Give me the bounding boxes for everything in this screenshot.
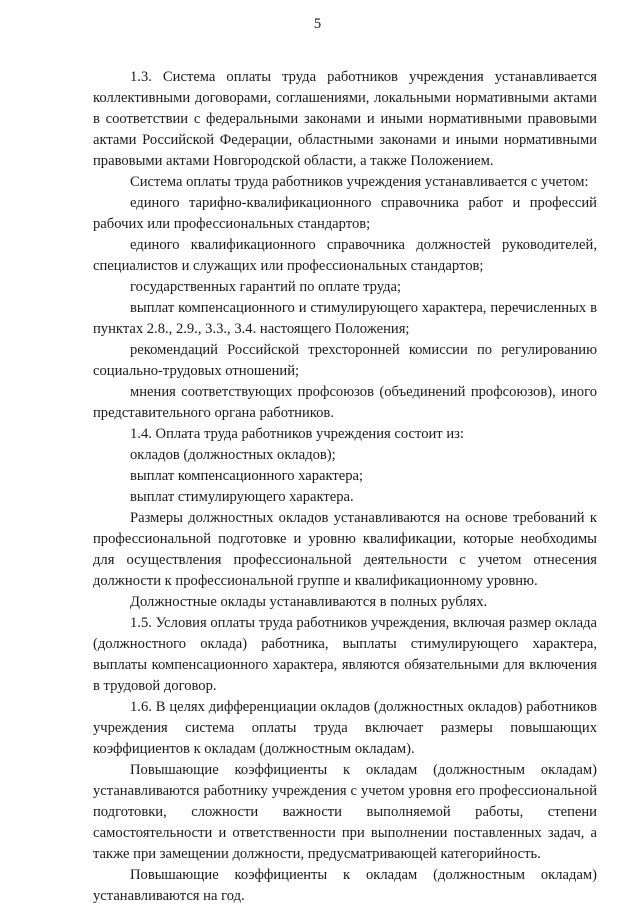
paragraph-coefficients-year: Повышающие коэффициенты к окладам (должностным окладам) устанавливаются на год.: [93, 867, 597, 904]
paragraph-1-4: 1.4. Оплата труда работников учреждения состоит из:: [130, 426, 464, 442]
paragraph-system-intro: Система оплаты труда работников учреждения устанавливается с учетом:: [130, 174, 589, 190]
paragraph-commission: рекомендаций Российской трехсторонней комиссии по регулированию социально-трудовых отношений;: [93, 342, 597, 379]
paragraph-incentive: выплат стимулирующего характера.: [130, 489, 354, 505]
paragraph-1-6: 1.6. В целях дифференциации окладов (должностных окладов) работников учреждения система оплаты труда включает размеры повышающих коэффициентов к окладам (должностным окладам).: [93, 699, 597, 757]
page-number: 5: [313, 16, 322, 32]
paragraph-tariff-handbook: единого тарифно-квалификационного справочника работ и профессий рабочих или профессиональных стандартов;: [93, 195, 597, 232]
document-body: [93, 67, 597, 907]
paragraph-payments: выплат компенсационного и стимулирующего характера, перечисленных в пунктах 2.8., 2.9., 3.3., 3.4. настоящего Положения;: [93, 300, 597, 337]
paragraph-qualification-handbook: единого квалификационного справочника должностей руководителей, специалистов и служащих или профессиональных стандартов;: [93, 237, 597, 274]
paragraph-unions: мнения соответствующих профсоюзов (объединений профсоюзов), иного представительного органа работников.: [93, 384, 597, 421]
paragraph-1-5: 1.5. Условия оплаты труда работников учреждения, включая размер оклада (должностного оклада) работника, выплаты стимулирующего характера, выплаты компенсационного характера, являются обязательными для включения в трудовой договор.: [93, 615, 597, 694]
paragraph-salaries: окладов (должностных окладов);: [130, 447, 336, 463]
paragraph-1-3: 1.3. Система оплаты труда работников учреждения устанавливается коллективными договорами, соглашениями, локальными нормативными актами в соответствии с федеральными законами и иными нормативными правовыми актами Российской Федерации, областными законами и иными нормативными правовыми актами Новгородской области, а также Положением.: [93, 69, 597, 169]
paragraph-coefficients: Повышающие коэффициенты к окладам (должностным окладам) устанавливаются работнику учреждения с учетом уровня его профессиональной подготовки, сложности важности выполняемой работы, степени самостоятельности и ответственности при выполнении поставленных задач, а также при замещении должности, предусматривающей категорийность.: [93, 762, 597, 862]
paragraph-compensation: выплат компенсационного характера;: [130, 468, 364, 484]
paragraph-state-guarantees: государственных гарантий по оплате труда;: [130, 279, 402, 295]
paragraph-salary-sizes: Размеры должностных окладов устанавливаются на основе требований к профессиональной подготовке и уровню квалификации, которые необходимы для осуществления профессиональной деятельности с учетом отнесения должности к профессиональной группе и квалификационному уровню.: [93, 510, 597, 589]
paragraph-full-rubles: Должностные оклады устанавливаются в полных рублях.: [130, 594, 488, 610]
